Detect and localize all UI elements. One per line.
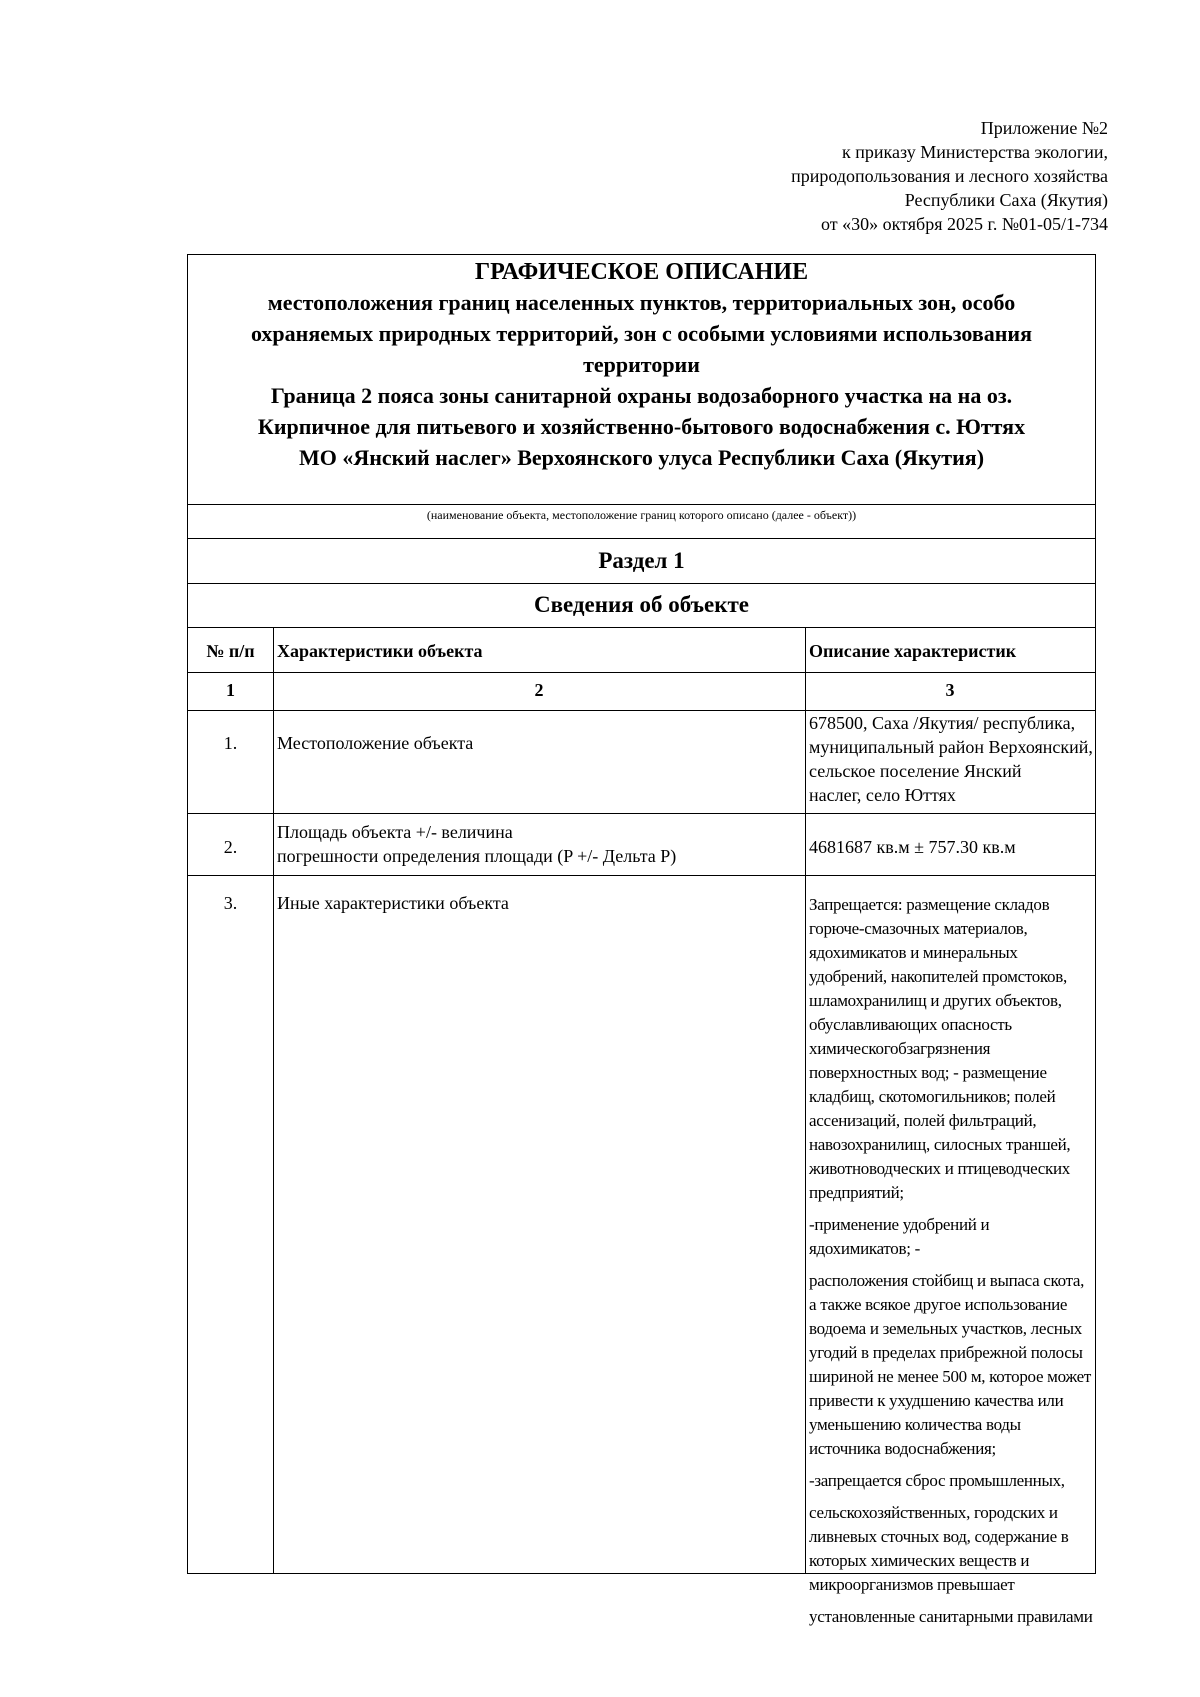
header-line-4: Республики Саха (Якутия) <box>904 190 1108 210</box>
divider <box>188 672 1095 673</box>
description-line: наслег, село Юттях <box>809 785 956 805</box>
divider <box>188 583 1095 584</box>
description-paragraph: -применение удобрений и ядохимикатов; - <box>809 1215 990 1258</box>
document-header <box>791 116 1108 236</box>
name-line: Площадь объекта +/- величина <box>277 822 513 842</box>
column-number: 2 <box>534 680 544 700</box>
row-name: Иные характеристики объекта <box>277 893 509 913</box>
title-line-6: МО «Янский наслег» Верхоянского улуса Республики Саха (Якутия) <box>298 445 985 470</box>
section-subtitle: Сведения об объекте <box>533 592 750 617</box>
description-paragraph: Запрещается: размещение складов горюче-смазочных материалов, ядохимикатов и минеральных удобрений, накопителей промстоков, шламохранилищ и других объектов, обуславливающих опасность химическогобзагрязнения поверхностных вод; - размещение кладбищ, скотомогильников; полей ассенизаций, полей фильтраций, навозохранилищ, силосных траншей, животноводческих и птицеводческих предприятий; <box>809 895 1071 1202</box>
row-name: Местоположение объекта <box>277 733 474 753</box>
column-number: 3 <box>945 680 955 700</box>
row-number: 2. <box>223 837 238 857</box>
title-block <box>188 255 1095 504</box>
table-header-characteristics: Характеристики объекта <box>277 641 483 661</box>
description-paragraph: расположения стойбищ и выпаса скота, а также всякое другое использование водоема и земельных участков, лесных угодий в пределах прибрежной полосы шириной не менее 500 м, которое может привести к ухудшению качества или уменьшению количества воды источника водоснабжения; <box>809 1271 1091 1458</box>
divider <box>188 627 1095 628</box>
table-header-description: Описание характеристик <box>809 641 1017 661</box>
divider <box>188 813 1095 814</box>
row-description: 4681687 кв.м ± 757.30 кв.м <box>809 837 1016 857</box>
row-description <box>809 711 1093 807</box>
divider <box>188 875 1095 876</box>
object-caption: (наименование объекта, местоположение границ которого описано (далее - объект)) <box>426 508 857 522</box>
document-frame <box>187 254 1096 1626</box>
name-line: погрешности определения площади (P +/- Дельта P) <box>277 846 677 866</box>
header-line-2: к приказу Министерства экологии, <box>841 142 1108 162</box>
column-divider <box>805 627 806 1573</box>
main-title: ГРАФИЧЕСКОЕ ОПИСАНИЕ <box>474 259 809 285</box>
row-description <box>809 893 1094 1637</box>
column-divider <box>273 627 274 1573</box>
description-line: муниципальный район Верхоянский, <box>809 737 1093 757</box>
section-title: Раздел 1 <box>598 548 685 573</box>
title-line-5: Кирпичное для питьевого и хозяйственно-бытового водоснабжения с. Юттях <box>257 414 1026 439</box>
row-number: 1. <box>223 733 238 753</box>
title-line-1: местоположения границ населенных пунктов, территориальных зон, особо <box>267 290 1016 315</box>
row-name <box>277 820 803 868</box>
header-line-3: природопользования и лесного хозяйства <box>791 166 1108 186</box>
column-number: 1 <box>226 680 235 700</box>
title-line-3: территории <box>583 352 700 377</box>
header-line-5: от «30» октября 2025 г. №01-05/1-734 <box>821 214 1108 234</box>
description-paragraph: -запрещается сброс промышленных, <box>809 1471 1065 1490</box>
header-line-1: Приложение №2 <box>980 118 1108 138</box>
description-line: сельское поселение Янский <box>809 761 1022 781</box>
description-paragraph: установленные санитарными правилами <box>809 1607 1093 1626</box>
description-line: 678500, Саха /Якутия/ республика, <box>809 713 1076 733</box>
divider <box>188 504 1095 505</box>
description-paragraph: сельскохозяйственных, городских и ливневых сточных вод, содержание в которых химических веществ и микроорганизмов превышает <box>809 1503 1069 1594</box>
title-line-4: Граница 2 пояса зоны санитарной охраны водозаборного участка на на оз. <box>270 383 1013 408</box>
row-number: 3. <box>223 893 238 913</box>
title-line-2: охраняемых природных территорий, зон с особыми условиями использования <box>250 321 1033 346</box>
divider <box>188 538 1095 539</box>
table-header-num: № п/п <box>206 641 255 661</box>
